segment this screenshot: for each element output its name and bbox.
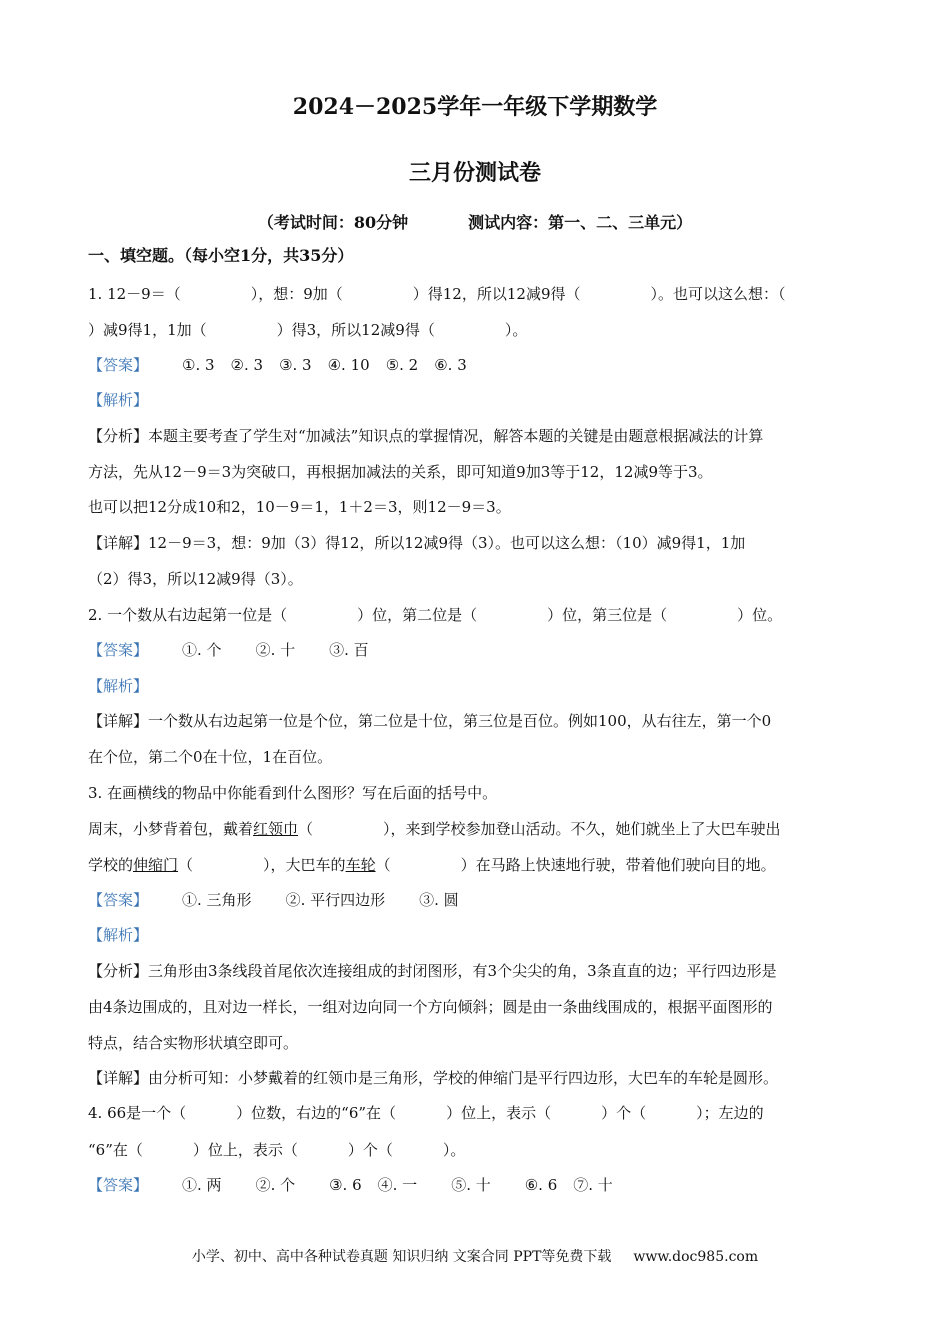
detail-3: 【详解】由分析可知：小梦戴着的红领巾是三角形，学校的伸缩门是平行四边形，大巴车的车轮是圆形。 bbox=[88, 1069, 779, 1087]
detail-1-line-2: （2）得3，所以12减9得（3）。 bbox=[88, 570, 303, 588]
question-3-line-3: 学校的伸缩门（ ），大巴车的车轮（ ）在马路上快速地行驶，带着他们驶向目的地。 bbox=[88, 856, 776, 874]
footer-link[interactable]: www.doc985.com bbox=[633, 1249, 759, 1265]
analysis-tag: 【解析】 bbox=[88, 926, 149, 944]
page-title: 2024－2025学年一年级下学期数学 bbox=[292, 94, 658, 120]
analysis-1-line-1: 【分析】本题主要考查了学生对“加减法”知识点的掌握情况，解答本题的关键是由题意根据减法的计算 bbox=[88, 427, 764, 445]
question-4-line-1: 4. 66是一个（ ）位数，右边的“6”在（ ）位上，表示（ ）个（ ）；左边的 bbox=[88, 1104, 764, 1122]
footer bbox=[0, 1246, 950, 1266]
detail-2-line-1: 【详解】一个数从右边起第一位是个位，第二位是十位，第三位是百位。例如100，从右往左，第一个0 bbox=[88, 712, 772, 730]
answer-tag: 【答案】 bbox=[88, 356, 149, 374]
question-2: 2. 一个数从右边起第一位是（ ）位，第二位是（ ）位，第三位是（ ）位。 bbox=[88, 606, 783, 624]
exam-time: （考试时间：80分钟 bbox=[257, 213, 409, 232]
analysis-tag: 【解析】 bbox=[88, 677, 149, 695]
question-3-line-2: 周末，小梦背着包，戴着红领巾（ ），来到学校参加登山活动。不久，她们就坐上了大巴车驶出 bbox=[88, 820, 781, 838]
answer-1: 【答案】 ①. 3 ②. 3 ③. 3 ④. 10 ⑤. 2 ⑥. 3 bbox=[88, 356, 467, 374]
answer-3: 【答案】 ①. 三角形 ②. 平行四边形 ③. 圆 bbox=[88, 891, 459, 909]
analysis-3-line-1: 【分析】三角形由3条线段首尾依次连接组成的封闭图形，有3个尖尖的角，3条直直的边；平行四边形是 bbox=[88, 962, 777, 980]
exam-meta bbox=[0, 210, 950, 233]
answer-2: 【答案】 ①. 个 ②. 十 ③. 百 bbox=[88, 641, 369, 659]
exam-content: 测试内容：第一、二、三单元） bbox=[468, 213, 693, 232]
analysis-3-line-3: 特点，结合实物形状填空即可。 bbox=[88, 1034, 299, 1052]
section-heading: 一、填空题。（每小空1分，共35分） bbox=[88, 246, 354, 265]
answer-4: 【答案】 ①. 两 ②. 个 ③. 6 ④. 一 ⑤. 十 ⑥. 6 ⑦. 十 bbox=[88, 1176, 613, 1194]
page-subtitle: 三月份测试卷 bbox=[408, 160, 541, 186]
question-4-line-2: “6”在（ ）位上，表示（ ）个（ ）。 bbox=[88, 1141, 466, 1159]
question-1-line-1: 1. 12－9＝（ ），想：9加（ ）得12，所以12减9得（ ）。也可以这么想：（ bbox=[88, 285, 786, 303]
analysis-3-line-2: 由4条边围成的，且对边一样长，一组对边向同一个方向倾斜；圆是由一条曲线围成的，根据平面图形的 bbox=[88, 998, 773, 1016]
detail-2-line-2: 在个位，第二个0在十位，1在百位。 bbox=[88, 748, 333, 766]
detail-1-line-1: 【详解】12－9＝3，想：9加（3）得12，所以12减9得（3）。也可以这么想：（10）减9得1，1加 bbox=[88, 534, 746, 552]
question-1-line-2: ）减9得1，1加（ ）得3，所以12减9得（ ）。 bbox=[88, 321, 528, 339]
footer-text: 小学、初中、高中各种试卷真题 知识归纳 文案合同 PPT等免费下载 bbox=[191, 1249, 612, 1265]
analysis-tag: 【解析】 bbox=[88, 391, 149, 409]
analysis-1-line-2: 方法，先从12－9＝3为突破口，再根据加减法的关系，即可知道9加3等于12，12减9等于3。 bbox=[88, 463, 713, 481]
question-3: 3. 在画横线的物品中你能看到什么图形？写在后面的括号中。 bbox=[88, 784, 498, 802]
analysis-1-line-3: 也可以把12分成10和2，10－9＝1，1＋2＝3，则12－9＝3。 bbox=[88, 498, 511, 516]
